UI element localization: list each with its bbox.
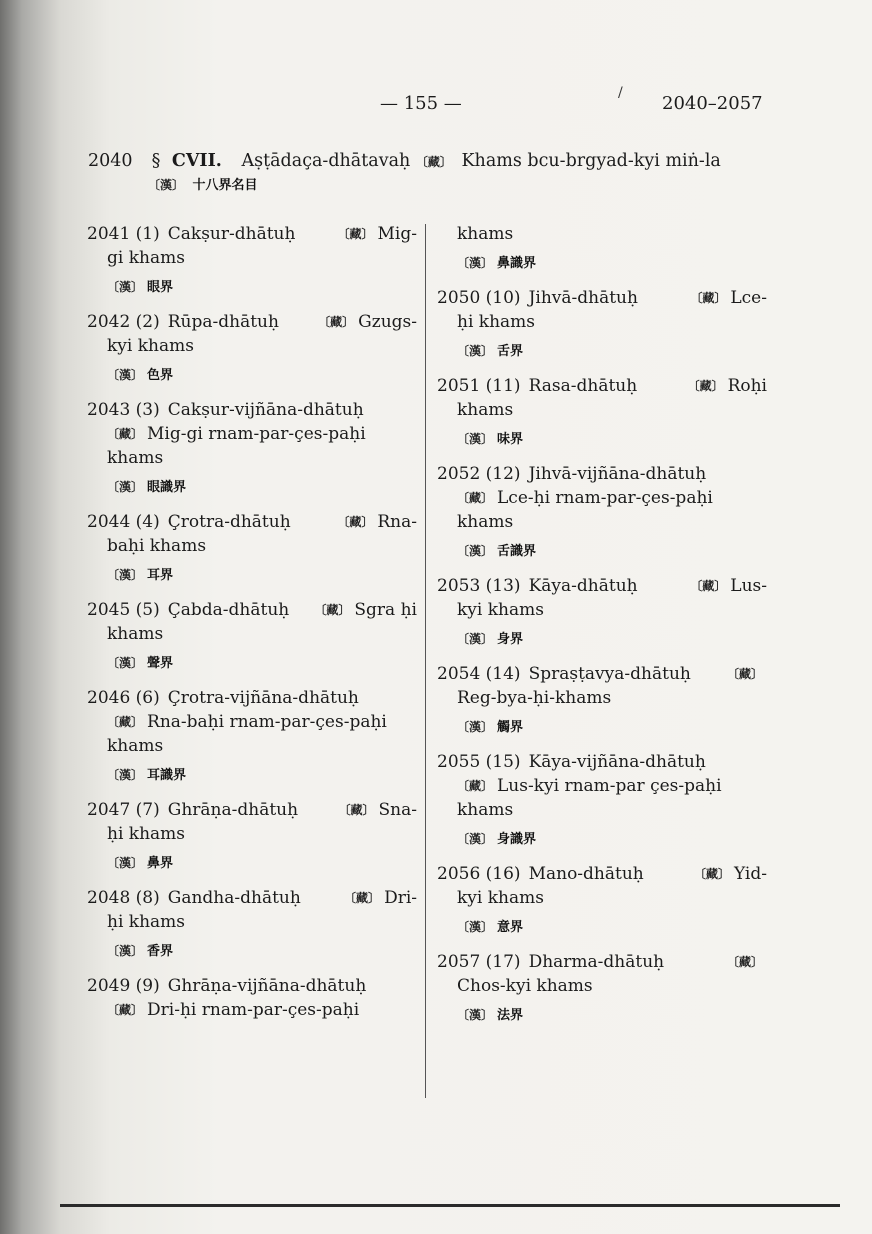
tibetan-term: Lus-kyi rnam-par çes-paḥi: [497, 776, 722, 796]
chinese-term: 法界: [497, 1008, 524, 1023]
entry-continuation: [437, 886, 767, 910]
tibetan-tag: 〔藏〕: [107, 1003, 144, 1017]
pencil-mark: /: [618, 85, 623, 101]
sanskrit-term: Gandha-dhātuḥ: [167, 888, 301, 908]
sanskrit-term: Mano-dhātuḥ: [528, 864, 644, 884]
sanskrit-term: Dharma-dhātuḥ: [528, 952, 665, 972]
chinese-tag: 〔漢〕: [457, 1008, 494, 1022]
chinese-term: 觸界: [497, 720, 524, 735]
dictionary-entry: [87, 886, 417, 965]
entry-continuation: [87, 734, 417, 758]
sanskrit-term: Spraṣṭavya-dhātuḥ: [528, 664, 691, 684]
dictionary-entry: [437, 862, 767, 941]
tibetan-term: gi khams: [107, 248, 185, 268]
chinese-line: [87, 563, 417, 589]
chinese-tag: 〔漢〕: [457, 632, 494, 646]
entry-number: 2042 (2): [87, 312, 160, 332]
entry-continuation: [437, 486, 767, 510]
chinese-tag: 〔漢〕: [148, 178, 185, 192]
spacer: [644, 862, 694, 886]
section-roman: CVII.: [171, 151, 222, 171]
spacer: [706, 750, 767, 774]
sanskrit-term: Rasa-dhātuḥ: [528, 376, 638, 396]
section-number: 2040: [88, 151, 133, 171]
spacer: [359, 686, 417, 710]
spacer: [295, 222, 337, 246]
tibetan-term: Chos-kyi khams: [457, 976, 593, 996]
dictionary-entry: [437, 462, 767, 565]
tibetan-tag: 〔藏〕: [690, 579, 727, 593]
tibetan-term: khams: [107, 624, 164, 644]
entry-continuation: [87, 446, 417, 470]
chinese-term: 舌識界: [497, 544, 537, 559]
entry-first-line: [87, 598, 417, 622]
chinese-line: [87, 363, 417, 389]
chinese-term: 味界: [497, 432, 524, 447]
tibetan-term-start: Dri-: [384, 888, 417, 908]
tibetan-term: ḥi khams: [107, 912, 186, 932]
chinese-term: 眼界: [147, 280, 174, 295]
section-symbol: §: [151, 151, 161, 171]
chinese-term: 舌界: [497, 344, 524, 359]
tibetan-term-start: Rna-: [377, 512, 417, 532]
chinese-tag: 〔漢〕: [107, 280, 144, 294]
tibetan-tag: 〔藏〕: [338, 803, 375, 817]
page-bottom-rule: [60, 1204, 840, 1207]
section-chinese: 十八界名目: [192, 178, 258, 193]
chinese-term: 身界: [497, 632, 524, 647]
sanskrit-term: Jihvā-vijñāna-dhātuḥ: [528, 464, 707, 484]
chinese-tag: 〔漢〕: [457, 832, 494, 846]
dictionary-entry: [87, 598, 417, 677]
entry-first-line: [437, 374, 767, 398]
entry-number: 2055 (15): [437, 752, 521, 772]
chinese-line: [87, 939, 417, 965]
entry-continuation: [437, 598, 767, 622]
entry-first-line: [437, 462, 767, 486]
dictionary-entry: [437, 750, 767, 853]
entry-continuation: [87, 822, 417, 846]
entry-first-line: [437, 574, 767, 598]
dictionary-entry: [87, 510, 417, 589]
spacer: [291, 510, 338, 534]
tibetan-term: khams: [107, 736, 164, 756]
entry-continuation: [437, 974, 767, 998]
entry-continuation: [437, 798, 767, 822]
tibetan-term: ḥi khams: [107, 824, 186, 844]
chinese-tag: 〔漢〕: [457, 544, 494, 558]
chinese-tag: 〔漢〕: [457, 256, 494, 270]
entry-first-line: [437, 662, 767, 686]
sanskrit-term: Jihvā-dhātuḥ: [528, 288, 638, 308]
chinese-tag: 〔漢〕: [107, 568, 144, 582]
entry-first-line: [87, 974, 417, 998]
tibetan-tag: 〔藏〕: [314, 603, 351, 617]
spacer: [279, 310, 318, 334]
chinese-term: 色界: [147, 368, 174, 383]
tibetan-term-start: Sna-: [378, 800, 417, 820]
chinese-tag: 〔漢〕: [107, 856, 144, 870]
section-tibetan: Khams bcu-brgyad-kyi miṅ-la: [461, 151, 721, 171]
dictionary-entry: [437, 574, 767, 653]
entry-number: 2044 (4): [87, 512, 160, 532]
dictionary-entry: [87, 310, 417, 389]
chinese-tag: 〔漢〕: [457, 432, 494, 446]
tibetan-term: Mig-gi rnam-par-çes-paḥi: [147, 424, 366, 444]
entry-continuation: [437, 774, 767, 798]
dictionary-entry: [437, 374, 767, 453]
tibetan-term: kyi khams: [457, 600, 544, 620]
spacer: [298, 798, 338, 822]
chinese-term: 意界: [497, 920, 524, 935]
entry-continuation: [87, 710, 417, 734]
section-title: Aṣṭādaça-dhātavaḥ: [241, 151, 411, 171]
continued-entry: [437, 222, 767, 277]
entry-number: 2046 (6): [87, 688, 160, 708]
chinese-line: [437, 827, 767, 853]
entry-number: 2041 (1): [87, 224, 160, 244]
entry-continuation: [437, 686, 767, 710]
page-header: [0, 85, 872, 117]
entry-number: 2050 (10): [437, 288, 521, 308]
dictionary-entry: [87, 398, 417, 501]
entry-number: 2051 (11): [437, 376, 521, 396]
chinese-term: 鼻識界: [497, 256, 537, 271]
tibetan-tag: 〔藏〕: [415, 155, 452, 169]
spacer: [638, 574, 691, 598]
entry-continuation: [87, 998, 417, 1022]
chinese-term: 身識界: [497, 832, 537, 847]
sanskrit-term: Ghrāṇa-dhātuḥ: [167, 800, 299, 820]
chinese-line: [87, 651, 417, 677]
chinese-line: [87, 851, 417, 877]
entry-first-line: [87, 686, 417, 710]
tibetan-tag: 〔藏〕: [726, 955, 763, 969]
chinese-line: [437, 339, 767, 365]
dictionary-entry: [437, 950, 767, 1029]
entry-continuation: [87, 910, 417, 934]
tibetan-term: Rna-baḥi rnam-par-çes-paḥi: [147, 712, 387, 732]
entry-continuation: [87, 334, 417, 358]
dictionary-entry: [437, 662, 767, 741]
chinese-line: [437, 627, 767, 653]
entry-number: 2054 (14): [437, 664, 521, 684]
tibetan-term-start: Gzugs-: [358, 312, 417, 332]
spacer: [638, 286, 690, 310]
tibetan-term: Lce-ḥi rnam-par-çes-paḥi: [497, 488, 713, 508]
entry-first-line: [87, 510, 417, 534]
chinese-tag: 〔漢〕: [457, 920, 494, 934]
entry-first-line: [437, 950, 767, 974]
tibetan-term: kyi khams: [457, 888, 544, 908]
chinese-term: 耳識界: [147, 768, 187, 783]
tibetan-term: ḥi khams: [457, 312, 536, 332]
tibetan-term-start: Lce-: [730, 288, 767, 308]
tibetan-tag: 〔藏〕: [344, 891, 381, 905]
chinese-tag: 〔漢〕: [457, 344, 494, 358]
chinese-line: [87, 475, 417, 501]
tibetan-term: baḥi khams: [107, 536, 207, 556]
sanskrit-term: Çrotra-vijñāna-dhātuḥ: [167, 688, 359, 708]
sanskrit-term: Rūpa-dhātuḥ: [167, 312, 279, 332]
chinese-tag: 〔漢〕: [107, 656, 144, 670]
tibetan-term: khams: [457, 800, 514, 820]
tibetan-tag: 〔藏〕: [690, 291, 727, 305]
spacer: [301, 886, 344, 910]
spacer: [637, 374, 687, 398]
entry-number: 2057 (17): [437, 952, 521, 972]
spacer: [366, 974, 417, 998]
chinese-tag: 〔漢〕: [107, 480, 144, 494]
chinese-tag: 〔漢〕: [107, 944, 144, 958]
sanskrit-term: Ghrāṇa-vijñāna-dhātuḥ: [167, 976, 367, 996]
chinese-line: [437, 715, 767, 741]
tibetan-term-start: Yid-: [734, 864, 767, 884]
chinese-term: 耳界: [147, 568, 174, 583]
entry-number: 2043 (3): [87, 400, 160, 420]
entry-continuation: [437, 310, 767, 334]
entry-number: 2048 (8): [87, 888, 160, 908]
tibetan-term: khams: [107, 448, 164, 468]
chinese-tag: 〔漢〕: [107, 768, 144, 782]
column-divider: [425, 224, 426, 1098]
section-heading: [88, 148, 788, 175]
sanskrit-term: Cakṣur-dhātuḥ: [167, 224, 296, 244]
entry-continuation: [87, 246, 417, 270]
chinese-line: [437, 1003, 767, 1029]
chinese-term: 聲界: [147, 656, 174, 671]
tibetan-tag: 〔藏〕: [337, 227, 374, 241]
tibetan-term: Reg-bya-ḥi-khams: [457, 688, 612, 708]
tibetan-term-start: Roḥi: [727, 376, 767, 396]
entry-number: 2047 (7): [87, 800, 160, 820]
dictionary-entry: [87, 222, 417, 301]
dictionary-entry: [87, 798, 417, 877]
dictionary-entry: [437, 286, 767, 365]
tibetan-term: khams: [457, 224, 514, 244]
sanskrit-term: Kāya-vijñāna-dhātuḥ: [528, 752, 706, 772]
tibetan-term-start: Sgra ḥi: [354, 600, 417, 620]
dictionary-entry: [87, 974, 417, 1022]
sanskrit-term: Cakṣur-vijñāna-dhātuḥ: [167, 400, 364, 420]
sanskrit-term: Çrotra-dhātuḥ: [167, 512, 291, 532]
spacer: [691, 662, 727, 686]
left-column: [87, 222, 417, 1031]
tibetan-tag: 〔藏〕: [687, 379, 724, 393]
entry-first-line: [437, 750, 767, 774]
entry-number: 2056 (16): [437, 864, 521, 884]
tibetan-tag: 〔藏〕: [726, 667, 763, 681]
chinese-line: [437, 539, 767, 565]
chinese-tag: 〔漢〕: [107, 368, 144, 382]
entry-first-line: [87, 398, 417, 422]
tibetan-term: khams: [457, 400, 514, 420]
tibetan-term: kyi khams: [107, 336, 194, 356]
chinese-line: [437, 427, 767, 453]
entry-continuation: [87, 622, 417, 646]
entry-first-line: [87, 886, 417, 910]
tibetan-term: Dri-ḥi rnam-par-çes-paḥi: [147, 1000, 360, 1020]
entry-continuation: [437, 222, 767, 246]
tibetan-tag: 〔藏〕: [107, 427, 144, 441]
entry-first-line: [87, 222, 417, 246]
dictionary-entry: [87, 686, 417, 789]
entry-continuation: [87, 422, 417, 446]
spacer: [706, 462, 767, 486]
chinese-line: [87, 275, 417, 301]
tibetan-term-start: Lus-: [730, 576, 767, 596]
tibetan-tag: 〔藏〕: [318, 315, 355, 329]
spacer: [664, 950, 727, 974]
chinese-term: 眼識界: [147, 480, 187, 495]
tibetan-tag: 〔藏〕: [457, 779, 494, 793]
chinese-line: [87, 763, 417, 789]
tibetan-tag: 〔藏〕: [107, 715, 144, 729]
entry-number: 2045 (5): [87, 600, 160, 620]
entry-first-line: [87, 310, 417, 334]
entry-first-line: [87, 798, 417, 822]
entry-number: 2049 (9): [87, 976, 160, 996]
sanskrit-term: Kāya-dhātuḥ: [528, 576, 638, 596]
spacer: [289, 598, 314, 622]
entry-first-line: [437, 862, 767, 886]
sanskrit-term: Çabda-dhātuḥ: [167, 600, 290, 620]
right-column: [437, 222, 767, 1038]
entry-number: 2053 (13): [437, 576, 521, 596]
entry-first-line: [437, 286, 767, 310]
chinese-line: [437, 915, 767, 941]
chinese-term: 香界: [147, 944, 174, 959]
section-chinese-line: [148, 174, 257, 193]
entry-number: 2052 (12): [437, 464, 521, 484]
chinese-line: [437, 251, 767, 277]
tibetan-tag: 〔藏〕: [337, 515, 374, 529]
chinese-term: 鼻界: [147, 856, 174, 871]
entry-range: 2040–2057: [662, 93, 763, 114]
tibetan-tag: 〔藏〕: [693, 867, 730, 881]
spacer: [364, 398, 417, 422]
entry-continuation: [87, 534, 417, 558]
page-number: — 155 —: [380, 93, 462, 114]
entry-continuation: [437, 510, 767, 534]
tibetan-term-start: Mig-: [377, 224, 417, 244]
tibetan-tag: 〔藏〕: [457, 491, 494, 505]
tibetan-term: khams: [457, 512, 514, 532]
entry-continuation: [437, 398, 767, 422]
chinese-tag: 〔漢〕: [457, 720, 494, 734]
